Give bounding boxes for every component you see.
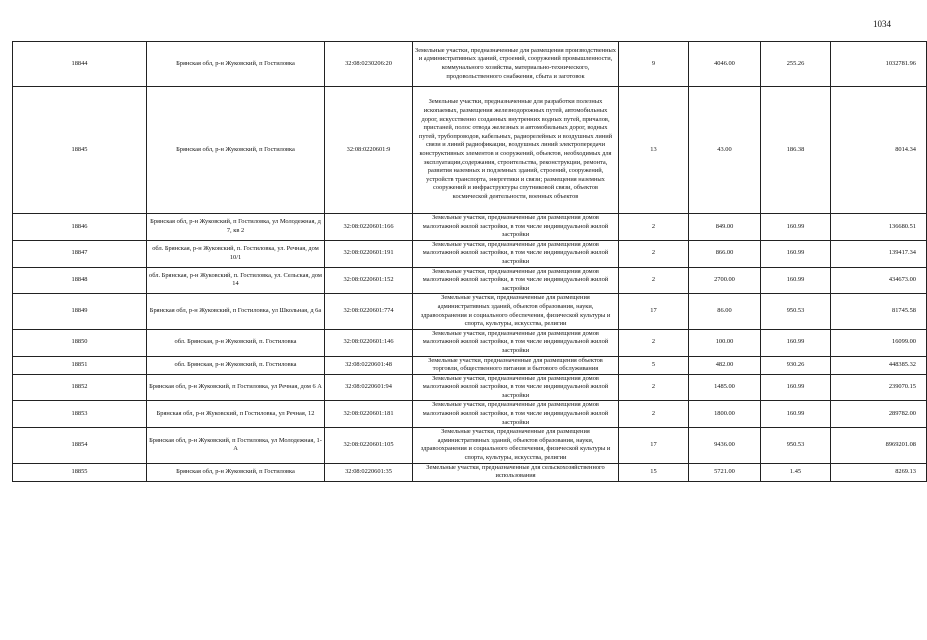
row-cadastral-value: 448385.32 <box>831 356 927 374</box>
table-row <box>13 214 927 241</box>
row-id: 18848 <box>13 267 147 294</box>
table-row <box>13 42 927 87</box>
row-specific-value: 255.26 <box>761 42 831 87</box>
row-cadastral-value: 16099.00 <box>831 329 927 356</box>
row-specific-value: 160.99 <box>761 401 831 428</box>
row-address: Брянская обл, р-н Жуковский, п Гостиловка, ул Молодежная, 1-А <box>147 428 325 463</box>
row-specific-value: 160.99 <box>761 214 831 241</box>
row-cadastral-value: 81745.58 <box>831 294 927 329</box>
row-cadastral-value: 8969201.08 <box>831 428 927 463</box>
row-address: Брянская обл, р-н Жуковский, п Гостиловка <box>147 87 325 214</box>
row-specific-value: 160.99 <box>761 374 831 401</box>
row-use-code: 2 <box>619 329 689 356</box>
row-use-code: 2 <box>619 374 689 401</box>
row-address: Брянская обл, р-н Жуковский, п Гостиловка <box>147 42 325 87</box>
row-cadastral-number: 32:08:0220601:35 <box>325 463 413 481</box>
row-area: 100.00 <box>689 329 761 356</box>
row-area: 9436.00 <box>689 428 761 463</box>
row-use-code: 15 <box>619 463 689 481</box>
row-address: Брянская обл, р-н Жуковский, п Гостиловка, ул Школьная, д 6а <box>147 294 325 329</box>
row-use-code: 17 <box>619 428 689 463</box>
table-row <box>13 87 927 214</box>
row-cadastral-number: 32:08:0220601:152 <box>325 267 413 294</box>
row-cadastral-value: 434673.00 <box>831 267 927 294</box>
row-id: 18852 <box>13 374 147 401</box>
row-id: 18855 <box>13 463 147 481</box>
row-specific-value: 950.53 <box>761 428 831 463</box>
row-use-code: 2 <box>619 214 689 241</box>
row-land-use: Земельные участки, предназначенные для размещения домов малоэтажной жилой застройки, в том числе индивидуальной жилой застройки <box>413 329 619 356</box>
row-id: 18847 <box>13 240 147 267</box>
row-address: Брянская обл, р-н Жуковский, п Гостиловка, ул Речная, дом 6 А <box>147 374 325 401</box>
row-area: 1800.00 <box>689 401 761 428</box>
row-use-code: 2 <box>619 267 689 294</box>
row-address: обл. Брянская, р-н Жуковский, п. Гостиловка, ул. Сельская, дом 14 <box>147 267 325 294</box>
table-row <box>13 463 927 481</box>
cadastral-value-table <box>12 41 927 482</box>
row-cadastral-number: 32:08:0220601:105 <box>325 428 413 463</box>
row-specific-value: 160.99 <box>761 267 831 294</box>
row-area: 4046.00 <box>689 42 761 87</box>
row-use-code: 17 <box>619 294 689 329</box>
row-address: Брянская обл, р-н Жуковский, п Гостиловка, ул Молодежная, д 7, кв 2 <box>147 214 325 241</box>
table-row <box>13 267 927 294</box>
row-cadastral-value: 139417.34 <box>831 240 927 267</box>
row-land-use: Земельные участки, предназначенные для размещения административных зданий, объектов образования, науки, здравоохранения и социального обеспечения, физической культуры и спорта, культуры, искусства, религии <box>413 428 619 463</box>
row-land-use: Земельные участки, предназначенные для разработки полезных ископаемых, размещения железнодорожных путей, автомобильных дорог, искусственно созданных внутренних водных путей, причалов, пристаней, полос отвода железных и автомобильных дорог, водных путей, трубопроводов, кабельных, радиорелейных и воздушных линий связи и линий радиофикации, воздушных линий электропередачи конструктивных элементов и сооружений, объектов, необходимых для эксплуатации,содержания, строительства, реконструкции, ремонта, развития наземных и подземных зданий, строений, сооружений, устройств транспорта, энергетики и связи; размещения наземных сооружений и инфраструктуры спутниковой связи, объектов космической деятельности, военных объектов <box>413 87 619 214</box>
row-use-code: 2 <box>619 240 689 267</box>
row-specific-value: 160.99 <box>761 329 831 356</box>
row-land-use: Земельные участки, предназначенные для размещения объектов торговли, общественного питания и бытового обслуживания <box>413 356 619 374</box>
row-id: 18851 <box>13 356 147 374</box>
row-id: 18844 <box>13 42 147 87</box>
row-cadastral-number: 32:08:0220601:94 <box>325 374 413 401</box>
row-cadastral-number: 32:08:0220601:48 <box>325 356 413 374</box>
row-land-use: Земельные участки, предназначенные для размещения домов малоэтажной жилой застройки, в том числе индивидуальной жилой застройки <box>413 374 619 401</box>
table-row <box>13 428 927 463</box>
row-land-use: Земельные участки, предназначенные для сельскохозяйственного использования <box>413 463 619 481</box>
row-address: обл. Брянская, р-н Жуковский, п. Гостиловка, ул. Речная, дом 10/1 <box>147 240 325 267</box>
row-cadastral-number: 32:08:0220601:774 <box>325 294 413 329</box>
row-cadastral-value: 1032781.96 <box>831 42 927 87</box>
row-address: обл. Брянская, р-н Жуковский, п. Гостиловка <box>147 356 325 374</box>
row-area: 1485.00 <box>689 374 761 401</box>
row-cadastral-value: 8269.13 <box>831 463 927 481</box>
row-area: 849.00 <box>689 214 761 241</box>
row-cadastral-number: 32:08:0220601:166 <box>325 214 413 241</box>
row-address: Брянская обл, р-н Жуковский, п Гостиловка <box>147 463 325 481</box>
row-area: 43.00 <box>689 87 761 214</box>
table-row <box>13 401 927 428</box>
row-use-code: 9 <box>619 42 689 87</box>
row-area: 86.00 <box>689 294 761 329</box>
page-number: 1034 <box>873 19 891 29</box>
row-cadastral-value: 136680.51 <box>831 214 927 241</box>
row-cadastral-number: 32:08:0220601:181 <box>325 401 413 428</box>
row-use-code: 2 <box>619 401 689 428</box>
row-specific-value: 950.53 <box>761 294 831 329</box>
row-id: 18853 <box>13 401 147 428</box>
table-row <box>13 329 927 356</box>
table-row <box>13 356 927 374</box>
row-cadastral-number: 32:08:0220601:146 <box>325 329 413 356</box>
table-row <box>13 374 927 401</box>
row-specific-value: 160.99 <box>761 240 831 267</box>
row-area: 482.00 <box>689 356 761 374</box>
row-id: 18850 <box>13 329 147 356</box>
row-address: Брянская обл, р-н Жуковский, п Гостиловка, ул Речная, 12 <box>147 401 325 428</box>
row-cadastral-value: 289782.00 <box>831 401 927 428</box>
row-use-code: 5 <box>619 356 689 374</box>
row-cadastral-value: 239070.15 <box>831 374 927 401</box>
table-row <box>13 294 927 329</box>
row-cadastral-number: 32:08:0220601:9 <box>325 87 413 214</box>
table-body <box>13 42 927 482</box>
row-id: 18849 <box>13 294 147 329</box>
row-specific-value: 930.26 <box>761 356 831 374</box>
row-cadastral-value: 8014.34 <box>831 87 927 214</box>
row-land-use: Земельные участки, предназначенные для размещения домов малоэтажной жилой застройки, в том числе индивидуальной жилой застройки <box>413 240 619 267</box>
row-land-use: Земельные участки, предназначенные для размещения домов малоэтажной жилой застройки, в том числе индивидуальной жилой застройки <box>413 401 619 428</box>
row-address: обл. Брянская, р-н Жуковский, п. Гостиловка <box>147 329 325 356</box>
row-land-use: Земельные участки, предназначенные для размещения производственных и административных зданий, строений, сооружений промышленности, коммунального хозяйства, материально-технического, продовольственного снабжения, сбыта и заготовок <box>413 42 619 87</box>
row-cadastral-number: 32:08:0230206:20 <box>325 42 413 87</box>
row-area: 2700.00 <box>689 267 761 294</box>
row-id: 18854 <box>13 428 147 463</box>
row-land-use: Земельные участки, предназначенные для размещения административных зданий, объектов образования, науки, здравоохранения и социального обеспечения, физической культуры и спорта, культуры, искусства, религии <box>413 294 619 329</box>
table-row <box>13 240 927 267</box>
row-id: 18846 <box>13 214 147 241</box>
row-id: 18845 <box>13 87 147 214</box>
row-specific-value: 186.38 <box>761 87 831 214</box>
row-specific-value: 1.45 <box>761 463 831 481</box>
row-area: 5721.00 <box>689 463 761 481</box>
row-area: 866.00 <box>689 240 761 267</box>
row-use-code: 13 <box>619 87 689 214</box>
row-cadastral-number: 32:08:0220601:191 <box>325 240 413 267</box>
row-land-use: Земельные участки, предназначенные для размещения домов малоэтажной жилой застройки, в том числе индивидуальной жилой застройки <box>413 267 619 294</box>
row-land-use: Земельные участки, предназначенные для размещения домов малоэтажной жилой застройки, в том числе индивидуальной жилой застройки <box>413 214 619 241</box>
